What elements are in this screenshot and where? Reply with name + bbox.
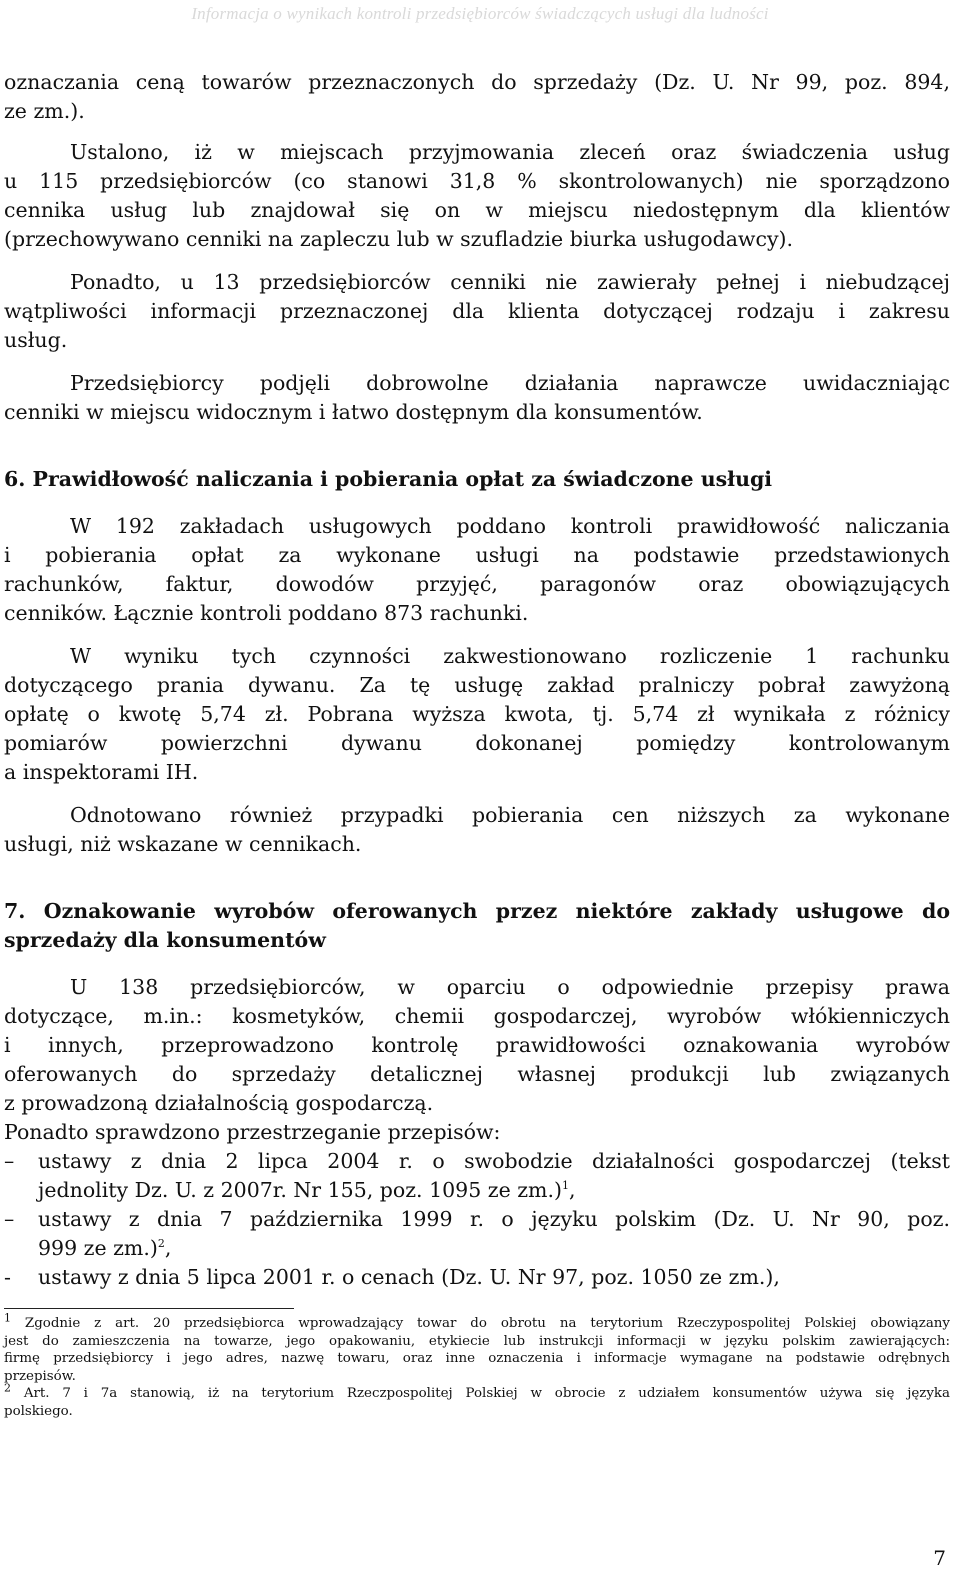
text-line: i pobierania opłat za wykonane usługi na podstawie przedstawionych	[4, 543, 950, 567]
text-line: oferowanych do sprzedaży detalicznej własnej produkcji lub związanych	[4, 1062, 950, 1086]
text-line: Ponadto, u 13 przedsiębiorców cenniki nie zawierały pełnej i niebudzącej	[70, 270, 950, 294]
section-heading-6: 6. Prawidłowość naliczania i pobierania opłat za świadczone usługi	[4, 467, 773, 491]
page-content	[4, 68, 950, 1420]
text-line: cennika usług lub znajdował się on w miejscu niedostępnym dla klientów	[4, 198, 950, 222]
text-line: opłatę o kwotę 5,74 zł. Pobrana wyższa kwota, tj. 5,74 zł wynikała z różnicy	[4, 702, 950, 726]
text-line: oznaczania ceną towarów przeznaczonych do sprzedaży (Dz. U. Nr 99, poz. 894,	[4, 70, 950, 94]
text-line: z prowadzoną działalnością gospodarczą.	[4, 1091, 434, 1115]
footnote-line: polskiego.	[4, 1403, 73, 1419]
text-line: i innych, przeprowadzono kontrolę prawidłowości oznakowania wyrobów	[4, 1033, 950, 1057]
list-item	[4, 1263, 950, 1292]
text-line: u 115 przedsiębiorców (co stanowi 31,8 % skontrolowanych) nie sporządzono	[4, 169, 950, 193]
footnote-line: przepisów.	[4, 1368, 76, 1384]
footnote-number: 1	[4, 1311, 11, 1325]
text-span: ,	[164, 1236, 172, 1260]
footnote-line: firmę przedsiębiorcy i jego adres, nazwę towaru, oraz inne oznaczenia i informacje wymagane na podstawie odrębnych	[4, 1351, 950, 1366]
paragraph-corrective-actions	[4, 369, 950, 427]
footnote-line: jest do zamieszczenia na towarze, jego opakowaniu, etykiecie lub instrukcji informacji w języku polskim zawierających:	[4, 1333, 950, 1349]
paragraph-billing-checks	[4, 512, 950, 628]
paragraph-lower-prices	[4, 801, 950, 859]
regulation-list	[4, 1147, 950, 1292]
section-heading-7: 7. Oznakowanie wyrobów oferowanych przez niektóre zakłady usługowe do	[4, 899, 950, 923]
text-span: Art. 7 i 7a stanowią, iż na terytorium Rzeczpospolitej Polskiej w obrocie z udziałem konsumentów używa się języka	[23, 1386, 950, 1401]
text-line: dotyczącego prania dywanu. Za tę usługę zakład pralniczy pobrał zawyżoną	[4, 673, 950, 697]
text-line: wątpliwości informacji przeznaczonej dla klienta dotyczącej rodzaju i zakresu	[4, 299, 950, 323]
text-line: Ustalono, iż w miejscach przyjmowania zleceń oraz świadczenia usług	[70, 140, 950, 164]
text-line: Ponadto sprawdzono przestrzeganie przepisów:	[4, 1120, 501, 1144]
text-line: U 138 przedsiębiorców, w oparciu o odpowiednie przepisy prawa	[70, 975, 950, 999]
text-line: ustawy z dnia 2 lipca 2004 r. o swobodzie działalności gospodarczej (tekst	[38, 1149, 950, 1173]
text-span: jednolity Dz. U. z 2007r. Nr 155, poz. 1095 ze zm.)	[38, 1178, 562, 1202]
paragraph-unlisted-prices	[4, 138, 950, 254]
text-line: Przedsiębiorcy podjęli dobrowolne działania naprawcze uwidaczniając	[70, 371, 950, 395]
text-span: 999 ze zm.)	[38, 1236, 158, 1260]
running-header: Informacja o wynikach kontroli przedsiębiorców świadczących usługi dla ludności	[191, 4, 769, 23]
text-line: usługi, niż wskazane w cennikach.	[4, 832, 362, 856]
text-span: ,	[568, 1178, 576, 1202]
footnote-ref[interactable]: 1	[561, 1179, 569, 1193]
text-line: ze zm.).	[4, 99, 85, 123]
text-line: W 192 zakładach usługowych poddano kontroli prawidłowość naliczania	[70, 514, 950, 538]
text-line: Odnotowano również przypadki pobierania cen niższych za wykonane	[70, 803, 950, 827]
text-line: usług.	[4, 328, 68, 352]
page-number: 7	[933, 1546, 946, 1570]
footnote-line	[4, 1381, 950, 1403]
text-line: pomiarów powierzchni dywanu dokonanej pomiędzy kontrolowanym	[4, 731, 950, 755]
footnotes	[4, 1311, 950, 1420]
list-item	[4, 1147, 950, 1205]
text-line: cenników. Łącznie kontroli poddano 873 rachunki.	[4, 601, 529, 625]
text-line: dotyczące, m.in.: kosmetyków, chemii gospodarczej, wyrobów włókienniczych	[4, 1004, 950, 1028]
text-line: ustawy z dnia 7 października 1999 r. o języku polskim (Dz. U. Nr 90, poz.	[38, 1207, 950, 1231]
section-heading-7-cont: sprzedaży dla konsumentów	[4, 928, 326, 952]
text-line	[38, 1234, 950, 1263]
footnote-line	[4, 1311, 950, 1333]
text-line: a inspektorami IH.	[4, 760, 199, 784]
text-line	[38, 1176, 950, 1205]
text-line: cenniki w miejscu widocznym i łatwo dostępnym dla konsumentów.	[4, 400, 703, 424]
footnote-ref[interactable]: 2	[157, 1237, 165, 1251]
dash-marker: –	[4, 1149, 15, 1173]
list-item	[4, 1205, 950, 1263]
dash-marker: –	[4, 1207, 15, 1231]
dash-marker: -	[4, 1265, 11, 1289]
text-line: rachunków, faktur, dowodów przyjęć, paragonów oraz obowiązujących	[4, 572, 950, 596]
text-line: W wyniku tych czynności zakwestionowano rozliczenie 1 rachunku	[70, 644, 950, 668]
footnote-number: 2	[4, 1381, 11, 1395]
paragraph-labeling-checks	[4, 973, 950, 1118]
paragraph-overcharge	[4, 642, 950, 787]
text-span: Zgodnie z art. 20 przedsiębiorca wprowadzający towar do obrotu na terytorium Rzeczypospolitej Polskiej obowiązany	[24, 1316, 950, 1331]
footnote-separator	[4, 1308, 294, 1309]
text-line: (przechowywano cenniki na zapleczu lub w szufladzie biurka usługodawcy).	[4, 227, 794, 251]
text-line: ustawy z dnia 5 lipca 2001 r. o cenach (Dz. U. Nr 97, poz. 1050 ze zm.),	[38, 1265, 780, 1289]
paragraph-incomplete-price-lists	[4, 268, 950, 355]
